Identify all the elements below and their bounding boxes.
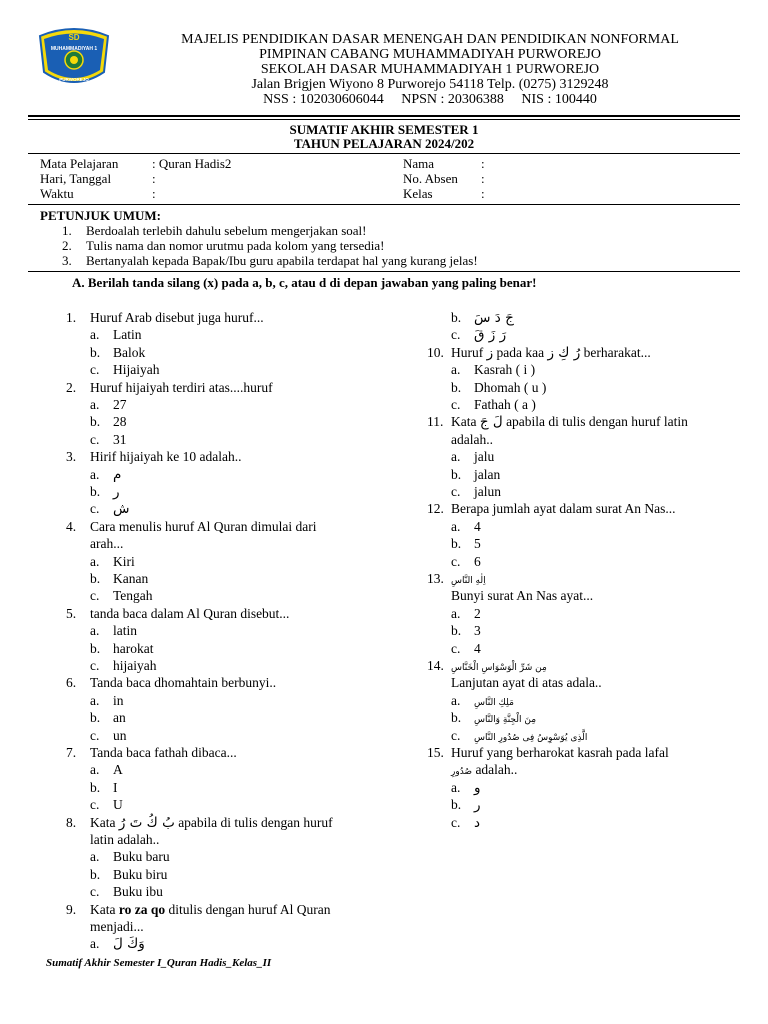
option-letter: a. [90,762,100,778]
info-label: Kelas [403,186,433,201]
item-text: 27 [113,397,127,412]
answer-option[interactable] [451,779,481,797]
item-text: jalun [474,484,501,499]
arabic-text: اِلٰهِ النَّاسِ [451,576,486,586]
question-number: 11. [427,414,444,430]
option-letter: c. [90,588,100,604]
instruction-number: 3. [62,253,72,268]
logo-text-top: SD [68,33,80,42]
answer-option[interactable] [451,553,481,570]
arabic-text: ر [113,484,120,500]
answer-option[interactable] [451,326,506,344]
item-text: menjadi... [90,919,144,934]
option-letter: c. [90,501,100,517]
item-text: Buku biru [113,866,168,882]
logo-text-bottom: PURWOREJO [59,77,89,82]
question [66,605,289,622]
answer-option[interactable] [90,326,142,343]
item-text-bold: ro za qo [118,901,166,917]
header-divider [28,115,740,117]
answer-option[interactable] [451,379,546,396]
question [66,901,330,918]
item-text: adalah.. [472,762,518,778]
item-text: Kasrah ( i ) [474,362,536,378]
arabic-text: ش [113,501,130,518]
item-text: Huruf [451,344,487,360]
info-divider [28,204,740,205]
option-letter: b. [90,484,101,499]
exam-title: SUMATIF AKHIR SEMESTER 1 [289,122,479,137]
answer-option[interactable] [451,605,481,622]
item-text: 4 [474,518,481,534]
question [66,518,316,535]
answer-option[interactable] [90,413,127,430]
item-text: Kanan [113,571,149,586]
item-text: A [113,762,123,778]
item-text: harokat [113,640,154,656]
item-text: Huruf Arab disebut juga huruf... [90,310,264,325]
answer-option[interactable] [451,535,481,552]
item-text: 31 [113,431,127,447]
option-letter: b. [90,344,101,360]
question [427,344,651,362]
instructions-divider [28,271,740,272]
arabic-text: جَ دَ سَ [474,310,514,326]
option-letter: c. [451,484,461,499]
title-divider [28,153,740,154]
question-continuation [451,674,602,691]
option-letter: a. [451,362,461,378]
info-label: Nama [403,156,435,171]
item-text: Kata [90,901,119,917]
answer-option[interactable] [90,709,126,726]
item-text: Tanda baca dhomahtain berbunyi.. [90,675,277,691]
option-letter: b. [90,866,101,882]
question-number: 5. [66,605,77,621]
question-number: 8. [66,814,77,830]
option-letter: b. [451,623,462,639]
answer-option[interactable] [90,500,129,518]
instruction-text: Tulis nama dan nomor urutmu pada kolom yang tersedia! [86,238,385,253]
answer-option[interactable] [90,866,167,883]
answer-option[interactable] [90,344,145,361]
item-text: jalu [474,449,495,465]
question-number: 9. [66,901,77,917]
answer-option[interactable] [90,692,124,709]
arabic-text: ر [474,797,481,814]
questions-left-column [66,309,386,953]
question [66,448,241,465]
question-continuation [451,587,593,604]
option-letter: c. [90,727,100,743]
question-number: 2. [66,379,77,395]
info-label: No. Absen [403,171,458,186]
item-text: latin [113,623,137,639]
answer-option[interactable] [451,518,481,535]
option-letter: a. [451,518,461,534]
option-letter: b. [451,797,462,813]
item-text: Buku baru [113,849,170,865]
answer-option[interactable] [90,622,137,639]
item-text: an [113,710,126,726]
arabic-text: رُ كِ ز [547,344,581,361]
option-letter: b. [451,310,462,325]
answer-option[interactable] [451,483,501,500]
question-number: 4. [66,518,77,534]
info-value[interactable]: : [481,171,485,186]
answer-option[interactable] [90,587,153,604]
question [66,744,237,761]
answer-option[interactable] [90,431,127,448]
instructions-heading: PETUNJUK UMUM: [40,208,161,223]
question-number: 15. [427,745,444,760]
answer-option[interactable] [451,448,494,465]
option-letter: b. [90,710,101,726]
option-letter: a. [90,936,100,952]
answer-option[interactable] [90,570,148,587]
item-text: 2 [474,605,481,621]
answer-option[interactable] [451,814,480,832]
item-text: 4 [474,640,481,656]
question [66,674,276,691]
answer-option[interactable] [90,657,157,674]
answer-option[interactable] [90,935,145,953]
item-text: Kata [90,814,119,830]
arabic-text: رَ زَ قَ [474,327,507,344]
item-text: Huruf hijaiyah terdiri atas....huruf [90,379,273,395]
header-divider-thin [28,119,740,120]
item-text: I [113,779,118,795]
item-text: latin adalah.. [90,832,160,847]
question-number: 6. [66,675,77,691]
school-logo [34,26,114,90]
answer-option[interactable] [90,553,135,570]
question-continuation [90,918,144,935]
option-letter: a. [451,692,461,708]
arabic-text: م [113,466,122,483]
item-text: Tanda baca fathah dibaca... [90,745,237,760]
option-letter: a. [90,397,100,412]
header-line-1: MAJELIS PENDIDIKAN DASAR MENENGAH DAN PENDIDIKAN NONFORMAL [181,32,679,47]
option-letter: c. [90,658,100,673]
option-letter: c. [90,884,100,900]
question-number: 12. [427,501,444,517]
item-text: Latin [113,327,142,343]
answer-option[interactable] [451,396,536,413]
arabic-text: بُ كُ تَ رُ [118,814,175,831]
answer-option[interactable] [90,883,163,900]
section-a-heading: A. Berilah tanda silang (x) pada a, b, c, atau d di depan jawaban yang paling benar! [72,275,537,290]
question-number: 1. [66,310,77,325]
question-number: 7. [66,745,77,760]
question-number: 10. [427,344,444,360]
answer-option[interactable] [451,309,514,327]
answer-option[interactable] [451,361,535,378]
item-text: arah... [90,536,124,552]
info-label: Mata Pelajaran [40,156,119,171]
answer-option[interactable] [90,361,160,378]
instruction-number: 1. [62,223,72,238]
option-letter: c. [90,431,100,447]
option-letter: c. [451,553,461,569]
header-address: Jalan Brigjen Wiyono 8 Purworejo 54118 Telp. (0275) 3129248 [251,77,609,92]
option-letter: a. [90,623,100,639]
arabic-text: صُدُورِ [451,767,473,778]
item-text: Huruf yang berharokat kasrah pada lafal [451,745,669,760]
answer-option[interactable] [90,396,127,413]
item-text: Cara menulis huruf Al Quran dimulai dari [90,518,317,534]
item-text: adalah.. [451,431,493,447]
question [427,500,676,517]
option-letter: b. [451,466,462,482]
item-text: pada kaa [493,344,548,360]
option-letter: b. [90,571,101,586]
answer-option[interactable] [451,640,481,657]
item-text: Lanjutan ayat di atas adala.. [451,675,602,691]
option-letter: a. [451,779,461,795]
questions-right-column [427,309,747,829]
item-text: 28 [113,414,127,430]
question-continuation [90,831,159,848]
option-letter: b. [90,779,101,795]
answer-option[interactable] [451,466,500,483]
answer-option[interactable] [451,622,481,639]
item-text: Buku ibu [113,884,163,900]
question-number: 3. [66,449,77,465]
question [66,814,333,832]
info-value[interactable]: : [481,156,485,171]
option-letter: a. [90,327,100,343]
item-text: un [113,727,127,743]
item-text: ditulis dengan huruf Al Quran [165,901,331,917]
option-letter: a. [90,466,100,482]
item-text: Hijaiyah [113,362,160,378]
option-letter: a. [90,692,100,708]
option-letter: a. [451,605,461,621]
instruction-text: Bertanyalah kepada Bapak/Ibu guru apabila terdapat hal yang kurang jelas! [86,253,478,268]
option-letter: a. [90,849,100,865]
option-letter: c. [451,397,461,412]
question [66,309,264,326]
question [66,379,273,396]
logo-text-middle: MUHAMMADIYAH 1 [50,46,98,52]
option-letter: a. [90,553,100,569]
option-letter: b. [451,536,462,552]
item-text: hijaiyah [113,658,157,673]
answer-option[interactable] [451,796,481,814]
option-letter: c. [451,640,461,656]
item-text: Kiri [113,553,135,569]
arabic-text: مَلِكِ النَّاسِ [474,697,514,708]
header-line-3: SEKOLAH DASAR MUHAMMADIYAH 1 PURWOREJO [260,62,600,77]
instruction-number: 2. [62,238,72,253]
item-text: apabila di tulis dengan huruf [174,814,333,830]
option-letter: b. [451,379,462,395]
arabic-text: و [474,779,481,796]
item-text: Bunyi surat An Nas ayat... [451,588,594,604]
item-text: Fathah ( a ) [474,397,536,412]
question-continuation [90,535,123,552]
info-label: Waktu [40,186,74,201]
arabic-text: لَ جَ [479,414,503,431]
item-text: 3 [474,623,481,639]
exam-year: TAHUN PELAJARAN 2024/202 [293,136,475,151]
arabic-text: د [474,814,481,831]
header-nss: NSS : 102030606044 NPSN : 20306388 NIS : 100440 [263,92,597,107]
arabic-text: وَكَ لَ [113,936,145,953]
option-letter: c. [451,727,461,743]
item-text: in [113,692,124,708]
item-text: apabila di tulis dengan huruf latin [502,414,688,430]
item-text: Berapa jumlah ayat dalam surat An Nas... [451,501,676,517]
answer-option[interactable] [90,727,127,744]
instruction-text: Berdoalah terlebih dahulu sebelum mengerjakan soal! [86,223,367,238]
arabic-text: مِن شَرِّ الْوَسْوَاسِ الْخَنَّاسِ [451,663,547,673]
option-letter: a. [451,449,461,465]
answer-option[interactable] [90,779,118,796]
item-text: 5 [474,536,481,552]
arabic-text: ز [486,344,494,361]
item-text: Hirif hijaiyah ke 10 adalah.. [90,449,242,465]
item-text: U [113,797,123,813]
answer-option[interactable] [90,761,123,778]
question [427,744,669,761]
question-continuation [451,431,493,448]
info-label: Hari, Tanggal [40,171,112,186]
item-text: 6 [474,553,481,569]
info-value[interactable]: : [152,186,156,201]
arabic-text: مِنَ الْجِنَّةِ وَالنَّاسِ [474,715,537,726]
option-letter: b. [90,414,101,430]
answer-option[interactable] [90,796,123,813]
question-number: 13. [427,571,444,586]
item-text: tanda baca dalam Al Quran disebut... [90,605,290,621]
answer-option[interactable] [90,848,170,865]
answer-option[interactable] [90,466,121,484]
option-letter: c. [90,797,100,813]
option-letter: b. [90,640,101,656]
info-value[interactable]: : Quran Hadis2 [152,156,232,171]
header-line-2: PIMPINAN CABANG MUHAMMADIYAH PURWOREJO [259,47,601,62]
option-letter: c. [451,814,461,830]
item-text: Dhomah ( u ) [474,379,547,395]
item-text: Tengah [113,588,153,604]
option-letter: c. [90,362,100,378]
answer-option[interactable] [90,483,120,501]
question-number: 14. [427,658,444,673]
page-footer: Sumatif Akhir Semester I_Quran Hadis_Kelas_II [46,957,272,969]
question [427,413,688,431]
item-text: Balok [113,344,146,360]
item-text: berharakat... [580,344,651,360]
item-text: jalan [474,466,501,482]
answer-option[interactable] [90,640,153,657]
arabic-text: الَّذِى يُوَسْوِسُ فِى صُدُورِ النَّاسِ [474,732,588,743]
info-value[interactable]: : [481,186,485,201]
option-letter: b. [451,710,462,726]
item-text: Kata [451,414,480,430]
info-value[interactable]: : [152,171,156,186]
option-letter: c. [451,327,461,343]
